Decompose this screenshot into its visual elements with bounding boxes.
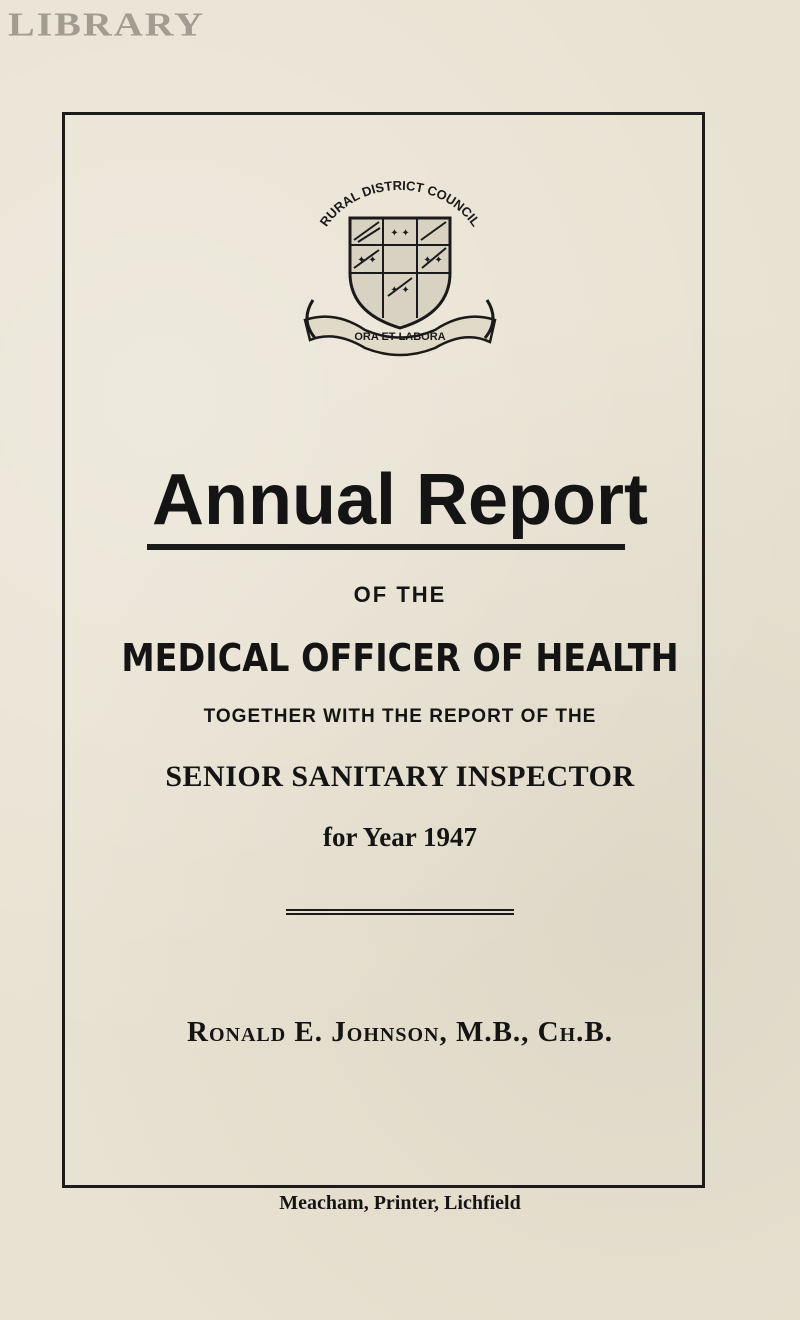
svg-text:✦ ✦: ✦ ✦ <box>423 255 443 266</box>
subject-heading: MEDICAL OFFICER OF HEALTH <box>121 636 679 680</box>
title-underline <box>147 544 625 550</box>
of-the-line: OF THE <box>353 582 447 607</box>
svg-text:✦ ✦: ✦ ✦ <box>390 228 410 239</box>
svg-text:✦ ✦: ✦ ✦ <box>390 285 410 296</box>
crest-arc-text: RURAL DISTRICT COUNCIL <box>316 177 484 230</box>
council-crest-icon <box>295 170 505 360</box>
together-line: TOGETHER WITH THE REPORT OF THE <box>203 706 597 727</box>
svg-text:✦ ✦: ✦ ✦ <box>357 255 377 266</box>
library-stamp: LIBRARY <box>8 4 206 44</box>
second-subject-heading: SENIOR SANITARY INSPECTOR <box>165 760 635 793</box>
author-line: Ronald E. Johnson, M.B., Ch.B. <box>187 1016 613 1048</box>
crest-motto: ORA ET LABORA <box>354 331 446 343</box>
page-title: Annual Report <box>152 460 648 540</box>
year-line: for Year 1947 <box>323 822 477 852</box>
printer-line: Meacham, Printer, Lichfield <box>279 1192 521 1214</box>
double-divider <box>286 909 514 915</box>
